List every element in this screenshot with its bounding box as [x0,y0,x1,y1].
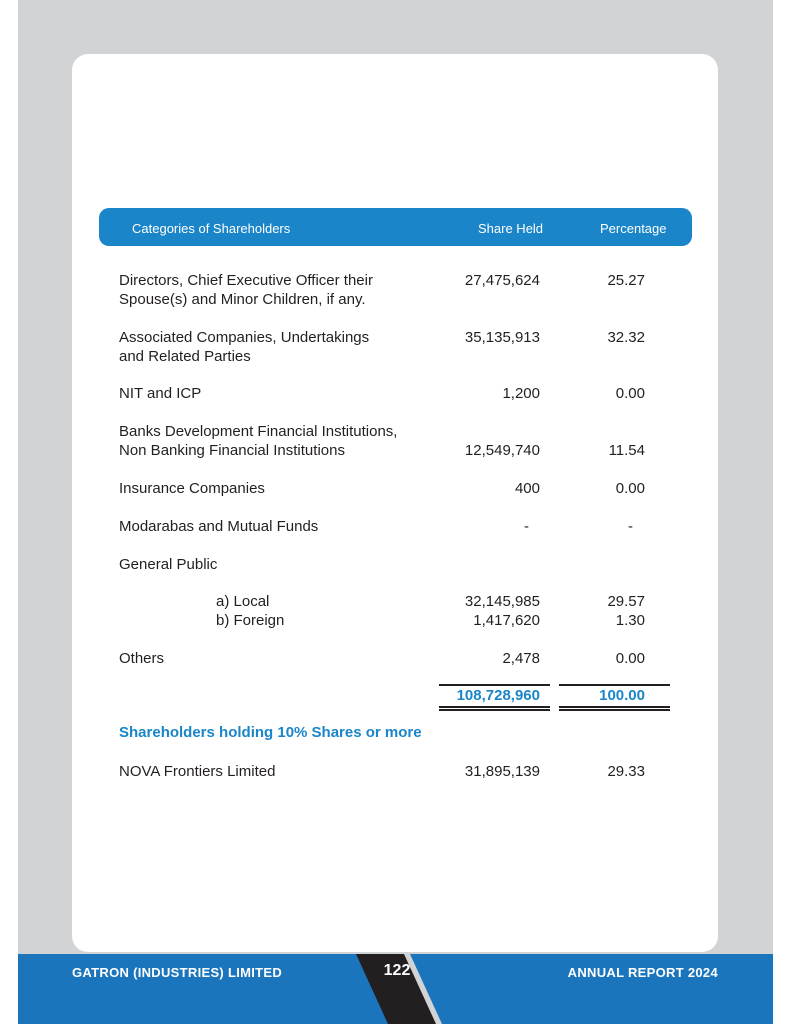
share-held-value: 12,549,740 [464,442,540,459]
total-percentage: 100.00 [599,687,645,704]
percentage-value: 0.00 [615,480,645,497]
total-share-rule-bottom [439,706,550,708]
category-label: Directors, Chief Executive Officer their [119,272,373,289]
total-share-rule-top [439,684,550,686]
content-card [72,54,718,952]
share-held-value: 2,478 [502,650,540,667]
percentage-value: 11.54 [608,442,645,459]
category-label: Associated Companies, Undertakings [119,329,370,346]
holder-name: NOVA Frontiers Limited [119,763,276,780]
share-held-value: 32,145,985 [464,593,540,610]
percentage-value: - [628,518,633,535]
percentage-value: 1.30 [615,612,645,629]
share-held-value: 35,135,913 [464,329,540,346]
category-label: Banks Development Financial Institutions, [119,423,398,440]
category-label: Modarabas and Mutual Funds [119,518,319,535]
category-label: b) Foreign [216,612,285,629]
total-share-held: 108,728,960 [456,687,540,704]
category-label-cont: Non Banking Financial Institutions [119,442,345,459]
share-held-value: - [524,518,529,535]
share-held-value: 400 [514,480,540,497]
percentage-value: 0.00 [615,385,645,402]
percentage-value: 29.57 [607,593,645,610]
share-held-value: 1,417,620 [473,612,540,629]
category-label: General Public [119,556,218,573]
share-held-value: 31,895,139 [464,763,540,780]
percentage-value: 32.32 [607,329,645,346]
total-pct-rule-bottom-double [559,709,670,711]
percentage-value: 0.00 [615,650,645,667]
category-label-cont: Spouse(s) and Minor Children, if any. [119,291,366,308]
share-held-value: 1,200 [502,385,540,402]
section-title: Shareholders holding 10% Shares or more [119,724,422,741]
table-header [99,208,692,246]
header-categories: Categories of Shareholders [132,221,291,236]
page-number: 122 [383,962,411,979]
header-percentage: Percentage [600,221,667,236]
footer-report-title: ANNUAL REPORT 2024 [567,965,718,980]
category-label: Others [119,650,165,667]
footer-company-name: GATRON (INDUSTRIES) LIMITED [72,965,283,980]
header-share-held: Share Held [478,221,544,236]
category-label: a) Local [216,593,270,610]
percentage-value: 25.27 [607,272,645,289]
category-label-cont: and Related Parties [119,348,251,365]
category-label: Insurance Companies [119,480,265,497]
total-share-rule-bottom-double [439,709,550,711]
category-label: NIT and ICP [119,385,202,402]
total-pct-rule-bottom [559,706,670,708]
share-held-value: 27,475,624 [464,272,540,289]
percentage-value: 29.33 [607,763,645,780]
total-pct-rule-top [559,684,670,686]
